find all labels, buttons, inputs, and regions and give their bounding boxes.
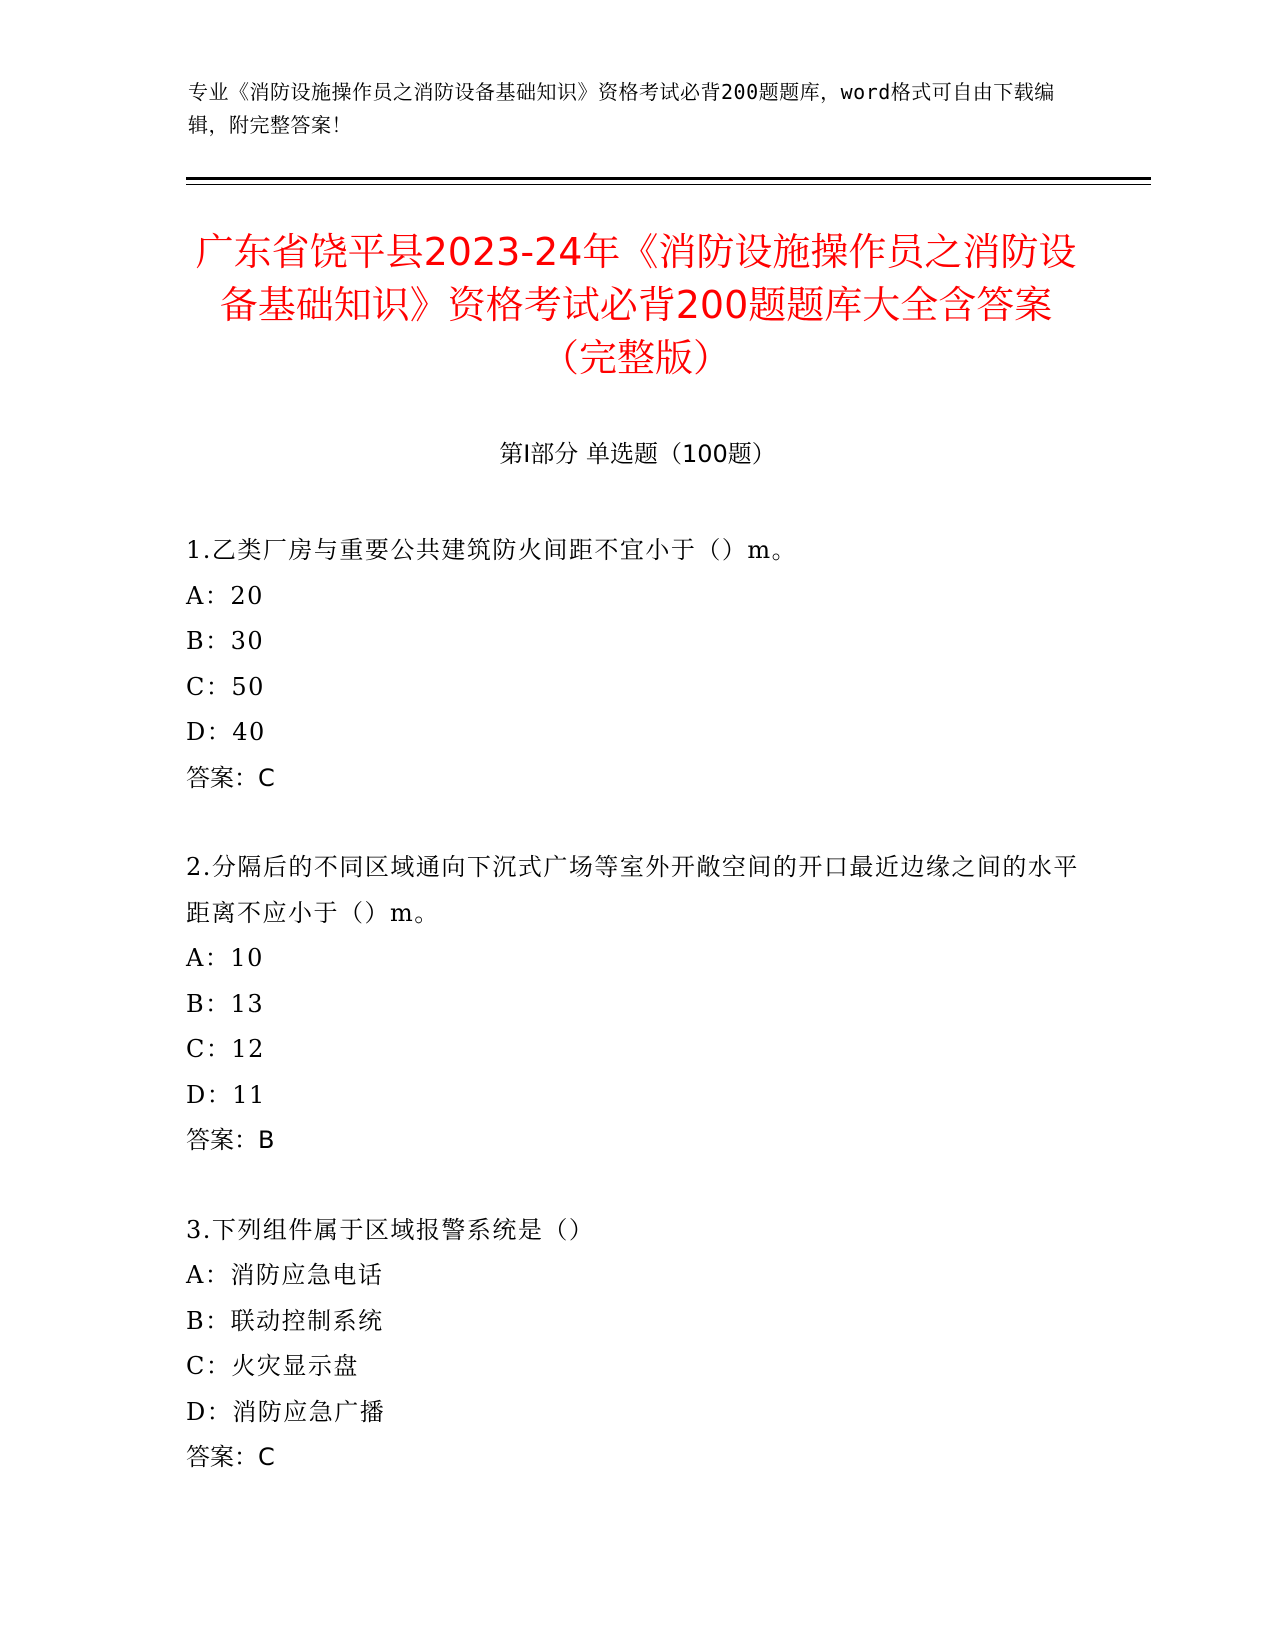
- option-b: B：13: [186, 989, 265, 1018]
- option-d: D：11: [186, 1080, 266, 1109]
- section-title: 第Ⅰ部分 单选题（100题）: [499, 440, 776, 468]
- option-b: B：联动控制系统: [186, 1306, 384, 1335]
- option-b: B：30: [186, 627, 265, 655]
- answer: 答案：C: [186, 1443, 275, 1471]
- answer: 答案：C: [186, 763, 275, 792]
- option-c: C：50: [186, 672, 265, 701]
- option-c: C：12: [186, 1035, 265, 1063]
- question-text: 2.分隔后的不同区域通向下沉式广场等室外开敞空间的开口最近边缘之间的水平距离不应小于（）m。: [186, 853, 1079, 927]
- question-3: [186, 1208, 1086, 1481]
- option-c: C：火灾显示盘: [186, 1352, 359, 1380]
- option-a: A：20: [186, 581, 264, 610]
- question-text: 1.乙类厂房与重要公共建筑防火间距不宜小于（）m。: [186, 536, 798, 564]
- option-a: A：10: [186, 944, 264, 972]
- document-title: 广东省饶平县2023-24年《消防设施操作员之消防设备基础知识》资格考试必背200题题库大全含答案（完整版）: [195, 230, 1077, 380]
- option-a: A：消防应急电话: [186, 1261, 384, 1289]
- option-d: D：消防应急广播: [186, 1397, 386, 1426]
- option-d: D：40: [186, 718, 266, 746]
- header-note: 专业《消防设施操作员之消防设备基础知识》资格考试必背200题题库，word格式可自由下载编辑，附完整答案！: [188, 80, 1055, 137]
- answer: 答案：B: [186, 1126, 275, 1154]
- header-rule-thin: [186, 184, 1151, 185]
- question-text: 3.下列组件属于区域报警系统是（）: [186, 1215, 595, 1244]
- question-2: [186, 845, 1086, 1164]
- question-1: [186, 528, 1086, 801]
- header-rule-thick: [186, 177, 1151, 180]
- question-list: [186, 528, 1086, 1525]
